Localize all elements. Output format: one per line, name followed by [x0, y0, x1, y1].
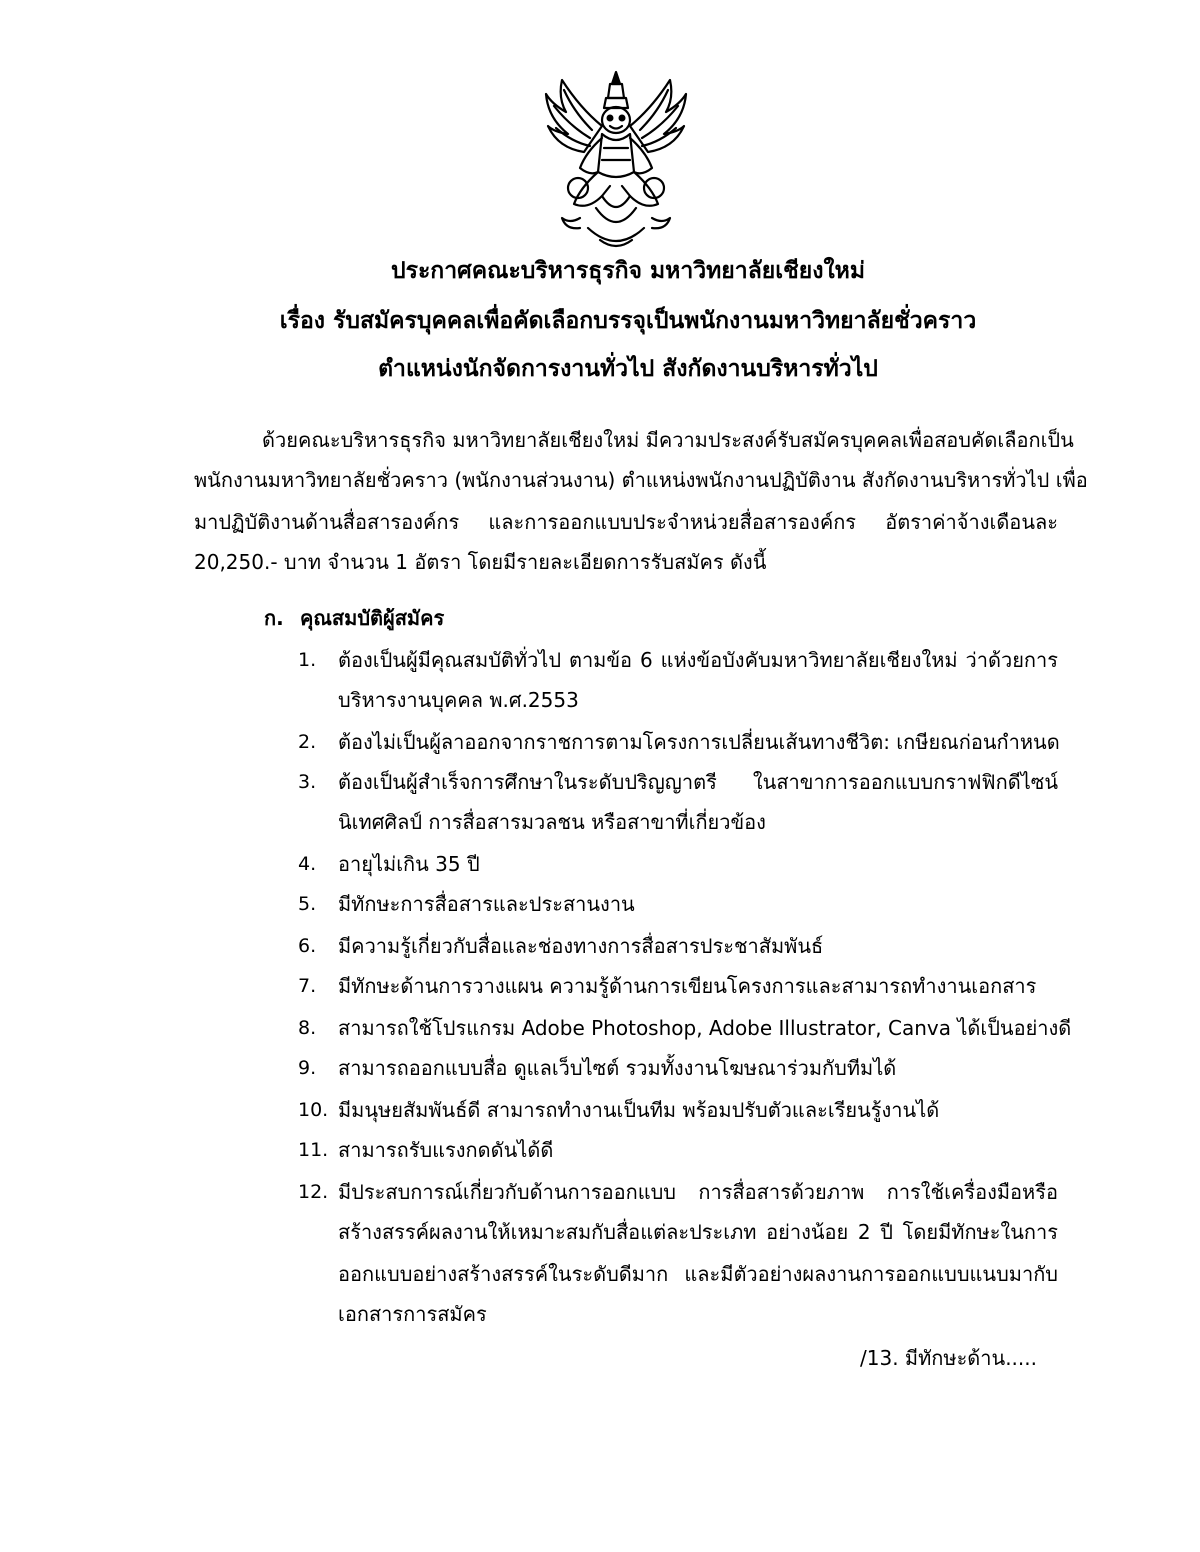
list-item-number: 1.	[298, 649, 317, 671]
list-item-line: มีมนุษยสัมพันธ์ดี สามารถทำงานเป็นทีม พร้อมปรับตัวและเรียนรู้งานได้	[338, 1098, 940, 1122]
list-item-line: ต้องไม่เป็นผู้ลาออกจากราชการตามโครงการเปลี่ยนเส้นทางชีวิต: เกษียณก่อนกำหนด	[338, 730, 1060, 754]
list-item-line: มีความรู้เกี่ยวกับสื่อและช่องทางการสื่อสารประชาสัมพันธ์	[338, 934, 824, 958]
list-item-number: 11.	[298, 1139, 329, 1161]
intro-line-2: พนักงานมหาวิทยาลัยชั่วคราว (พนักงานส่วนงาน) ตำแหน่งพนักงานปฏิบัติงาน สังกัดงานบริหารทั่วไป เพื่อ	[194, 468, 1088, 492]
list-item-number: 12.	[298, 1181, 329, 1203]
intro-line-3: มาปฏิบัติงานด้านสื่อสารองค์กร และการออกแบบประจำหน่วยสื่อสารองค์กร อัตราค่าจ้างเดือนละ	[194, 510, 1058, 534]
list-item-line: ออกแบบอย่างสร้างสรรค์ในระดับดีมาก และมีตัวอย่างผลงานการออกแบบแนบมากับ	[338, 1262, 1058, 1286]
section-a-heading	[264, 604, 444, 632]
list-item-number: 5.	[298, 893, 317, 915]
intro-line-4: 20,250.- บาท จำนวน 1 อัตรา โดยมีรายละเอียดการรับสมัคร ดังนี้	[194, 550, 767, 574]
intro-line-1: ด้วยคณะบริหารธุรกิจ มหาวิทยาลัยเชียงใหม่ มีความประสงค์รับสมัครบุคคลเพื่อสอบคัดเลือกเป็น	[262, 428, 1074, 452]
list-item-line: สร้างสรรค์ผลงานให้เหมาะสมกับสื่อแต่ละประเภท อย่างน้อย 2 ปี โดยมีทักษะในการ	[338, 1220, 1058, 1244]
list-item-line: ต้องเป็นผู้มีคุณสมบัติทั่วไป ตามข้อ 6 แห่งข้อบังคับมหาวิทยาลัยเชียงใหม่ ว่าด้วยการ	[338, 648, 1058, 672]
list-item-number: 10.	[298, 1099, 329, 1121]
list-item-number: 7.	[298, 975, 317, 997]
list-item-line: มีทักษะการสื่อสารและประสานงาน	[338, 892, 635, 916]
list-item-line: มีประสบการณ์เกี่ยวกับด้านการออกแบบ การสื่อสารด้วยภาพ การใช้เครื่องมือหรือ	[338, 1180, 1058, 1204]
list-item-line: นิเทศศิลป์ การสื่อสารมวลชน หรือสาขาที่เกี่ยวข้อง	[338, 810, 766, 834]
list-item-line: บริหารงานบุคคล พ.ศ.2553	[338, 688, 579, 712]
section-a-title: คุณสมบัติผู้สมัคร	[300, 606, 445, 630]
title-line-3: ตำแหน่งนักจัดการงานทั่วไป สังกัดงานบริหารทั่วไป	[378, 356, 878, 382]
list-item-line: ต้องเป็นผู้สำเร็จการศึกษาในระดับปริญญาตรี ในสาขาการออกแบบกราฟฟิกดีไซน์	[338, 770, 1058, 794]
list-item-line: สามารถใช้โปรแกรม Adobe Photoshop, Adobe Illustrator, Canva ได้เป็นอย่างดี	[338, 1016, 1072, 1040]
list-item-line: สามารถออกแบบสื่อ ดูแลเว็บไซต์ รวมทั้งงานโฆษณาร่วมกับทีมได้	[338, 1056, 897, 1080]
title-line-2: เรื่อง รับสมัครบุคคลเพื่อคัดเลือกบรรจุเป็นพนักงานมหาวิทยาลัยชั่วคราว	[279, 308, 977, 334]
list-item-number: 9.	[298, 1057, 317, 1079]
list-item-number: 2.	[298, 731, 317, 753]
list-item-number: 8.	[298, 1017, 317, 1039]
section-a-letter: ก.	[264, 606, 284, 630]
continuation-note: /13. มีทักษะด้าน.....	[860, 1346, 1037, 1370]
list-item-line: สามารถรับแรงกดดันได้ดี	[338, 1138, 554, 1162]
list-item-line: เอกสารการสมัคร	[338, 1302, 487, 1326]
title-line-1: ประกาศคณะบริหารธุรกิจ มหาวิทยาลัยเชียงใหม่	[390, 258, 865, 284]
list-item-number: 6.	[298, 935, 317, 957]
list-item-line: มีทักษะด้านการวางแผน ความรู้ด้านการเขียนโครงการและสามารถทำงานเอกสาร	[338, 974, 1037, 998]
list-item-number: 3.	[298, 771, 317, 793]
list-item-line: อายุไม่เกิน 35 ปี	[338, 852, 480, 876]
garuda-emblem-icon	[540, 68, 692, 256]
list-item-number: 4.	[298, 853, 317, 875]
